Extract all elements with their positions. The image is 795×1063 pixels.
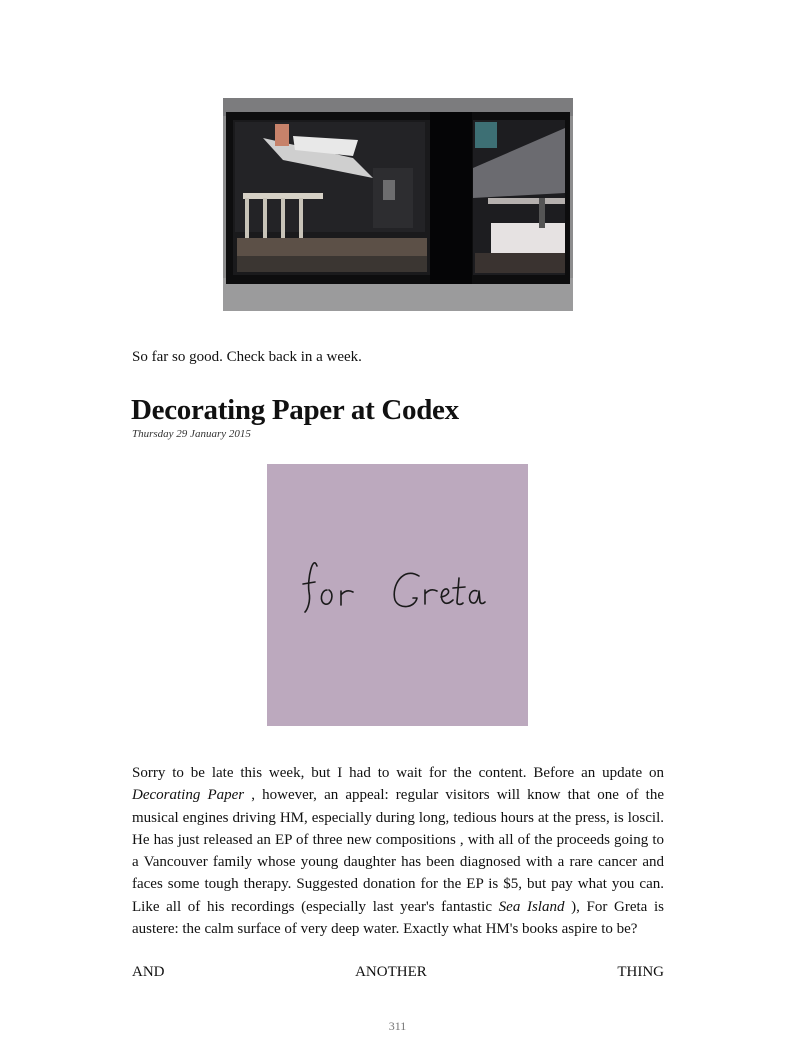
and-another-thing-line	[132, 962, 664, 982]
intro-text: So far so good. Check back in a week.	[132, 349, 362, 365]
trailing-word-and: AND	[132, 964, 165, 980]
body-text-part-1: Sorry to be late this week, but I had to wait for the content. Before an update on	[132, 765, 664, 781]
trailing-word-another: ANOTHER	[355, 964, 427, 980]
trailing-word-thing: THING	[617, 964, 664, 980]
page-number: 311	[388, 1019, 407, 1033]
press-photo	[223, 98, 573, 311]
post-title: Decorating Paper at Codex	[131, 394, 459, 426]
decorating-paper-title: Decorating Paper	[132, 787, 245, 804]
press-photo-drawing	[223, 98, 573, 311]
album-cover-image	[267, 464, 528, 726]
handwriting-for-greta	[267, 464, 528, 726]
body-text-part-2: , however, an appeal: regular visitors will know that one of the musical engines driving HM, especially during long, tedious hours at the press, is loscil. He has just released an EP of three new compositions , with all of the proceeds going to a Vancouver family whose young daughter has been diagnosed with a rare cancer and faces some tough therapy. Suggested donation for the EP is $5, but pay what you can. Like all of his recordings (especially last year's fantastic	[132, 787, 665, 915]
body-paragraph	[132, 762, 664, 940]
sea-island-title: Sea Island	[498, 898, 565, 915]
body-text-part-3: ), For Greta is austere: the calm surface of very deep water. Exactly what HM's books aspire to be?	[132, 898, 665, 938]
post-date: Thursday 29 January 2015	[132, 428, 251, 440]
